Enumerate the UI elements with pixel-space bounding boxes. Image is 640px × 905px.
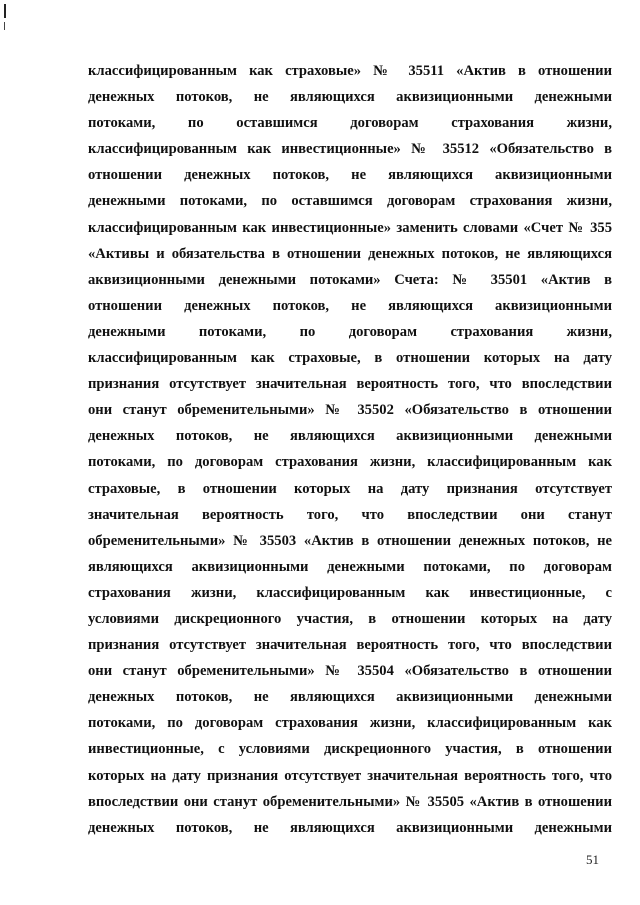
text-line-23: признания отсутствует значительная вероятность того, что впоследствии bbox=[88, 637, 612, 654]
text-line-1: классифицированным как страховые» № 35511 «Актив в отношении bbox=[88, 63, 612, 79]
text-line-19: обременительными» № 35503 «Актив в отношении денежных потоков, не bbox=[88, 532, 612, 549]
text-line-15: денежных потоков, не являющихся аквизиционными денежными bbox=[88, 428, 612, 445]
text-line-17: страховые, в отношении которых на дату признания отсутствует bbox=[88, 480, 612, 497]
text-line-12: классифицированным как страховые, в отношении которых на дату bbox=[88, 350, 612, 367]
text-line-4: классифицированным как инвестиционные» № 35512 «Обязательство в bbox=[88, 141, 612, 158]
text-line-9: аквизиционными денежными потоками» Счета: № 35501 «Актив в bbox=[88, 271, 612, 288]
text-line-14: они станут обременительными» № 35502 «Обязательство в отношении bbox=[88, 402, 612, 419]
text-line-29: впоследствии они станут обременительными» № 35505 «Актив в отношении bbox=[88, 793, 612, 810]
text-line-26: потоками, по договорам страхования жизни, классифицированным как bbox=[88, 715, 612, 732]
text-line-7: классифицированным как инвестиционные» заменить словами «Счет № 355 bbox=[88, 219, 612, 236]
text-line-25: денежных потоков, не являющихся аквизиционными денежными bbox=[88, 689, 612, 706]
scan-edge-mark bbox=[4, 4, 6, 18]
text-line-6: денежными потоками, по оставшимся договорам страхования жизни, bbox=[88, 193, 612, 210]
text-line-24: они станут обременительными» № 35504 «Обязательство в отношении bbox=[88, 663, 612, 680]
text-line-28: которых на дату признания отсутствует значительная вероятность того, что bbox=[88, 767, 612, 784]
text-line-5: отношении денежных потоков, не являющихся аквизиционными bbox=[88, 167, 612, 184]
document-text-block bbox=[88, 58, 612, 841]
text-line-18: значительная вероятность того, что впоследствии они станут bbox=[88, 506, 612, 523]
text-line-13: признания отсутствует значительная вероятность того, что впоследствии bbox=[88, 376, 612, 393]
text-line-16: потоками, по договорам страхования жизни, классифицированным как bbox=[88, 454, 612, 471]
page-number: 51 bbox=[586, 852, 599, 867]
text-line-8: «Активы и обязательства в отношении денежных потоков, не являющихся bbox=[88, 245, 612, 262]
text-line-10: отношении денежных потоков, не являющихся аквизиционными bbox=[88, 297, 612, 314]
text-line-3: потоками, по оставшимся договорам страхования жизни, bbox=[88, 115, 612, 132]
text-line-21: страхования жизни, классифицированным как инвестиционные, с bbox=[88, 584, 612, 601]
text-line-30: денежных потоков, не являющихся аквизиционными денежными bbox=[88, 819, 612, 836]
scan-edge-mark-small bbox=[4, 22, 5, 30]
text-line-11: денежными потоками, по договорам страхования жизни, bbox=[88, 323, 612, 340]
text-line-27: инвестиционные, с условиями дискреционного участия, в отношении bbox=[88, 741, 612, 758]
text-line-22: условиями дискреционного участия, в отношении которых на дату bbox=[88, 610, 612, 627]
text-line-2: денежных потоков, не являющихся аквизиционными денежными bbox=[88, 89, 612, 106]
text-line-20: являющихся аквизиционными денежными потоками, по договорам bbox=[88, 558, 612, 575]
